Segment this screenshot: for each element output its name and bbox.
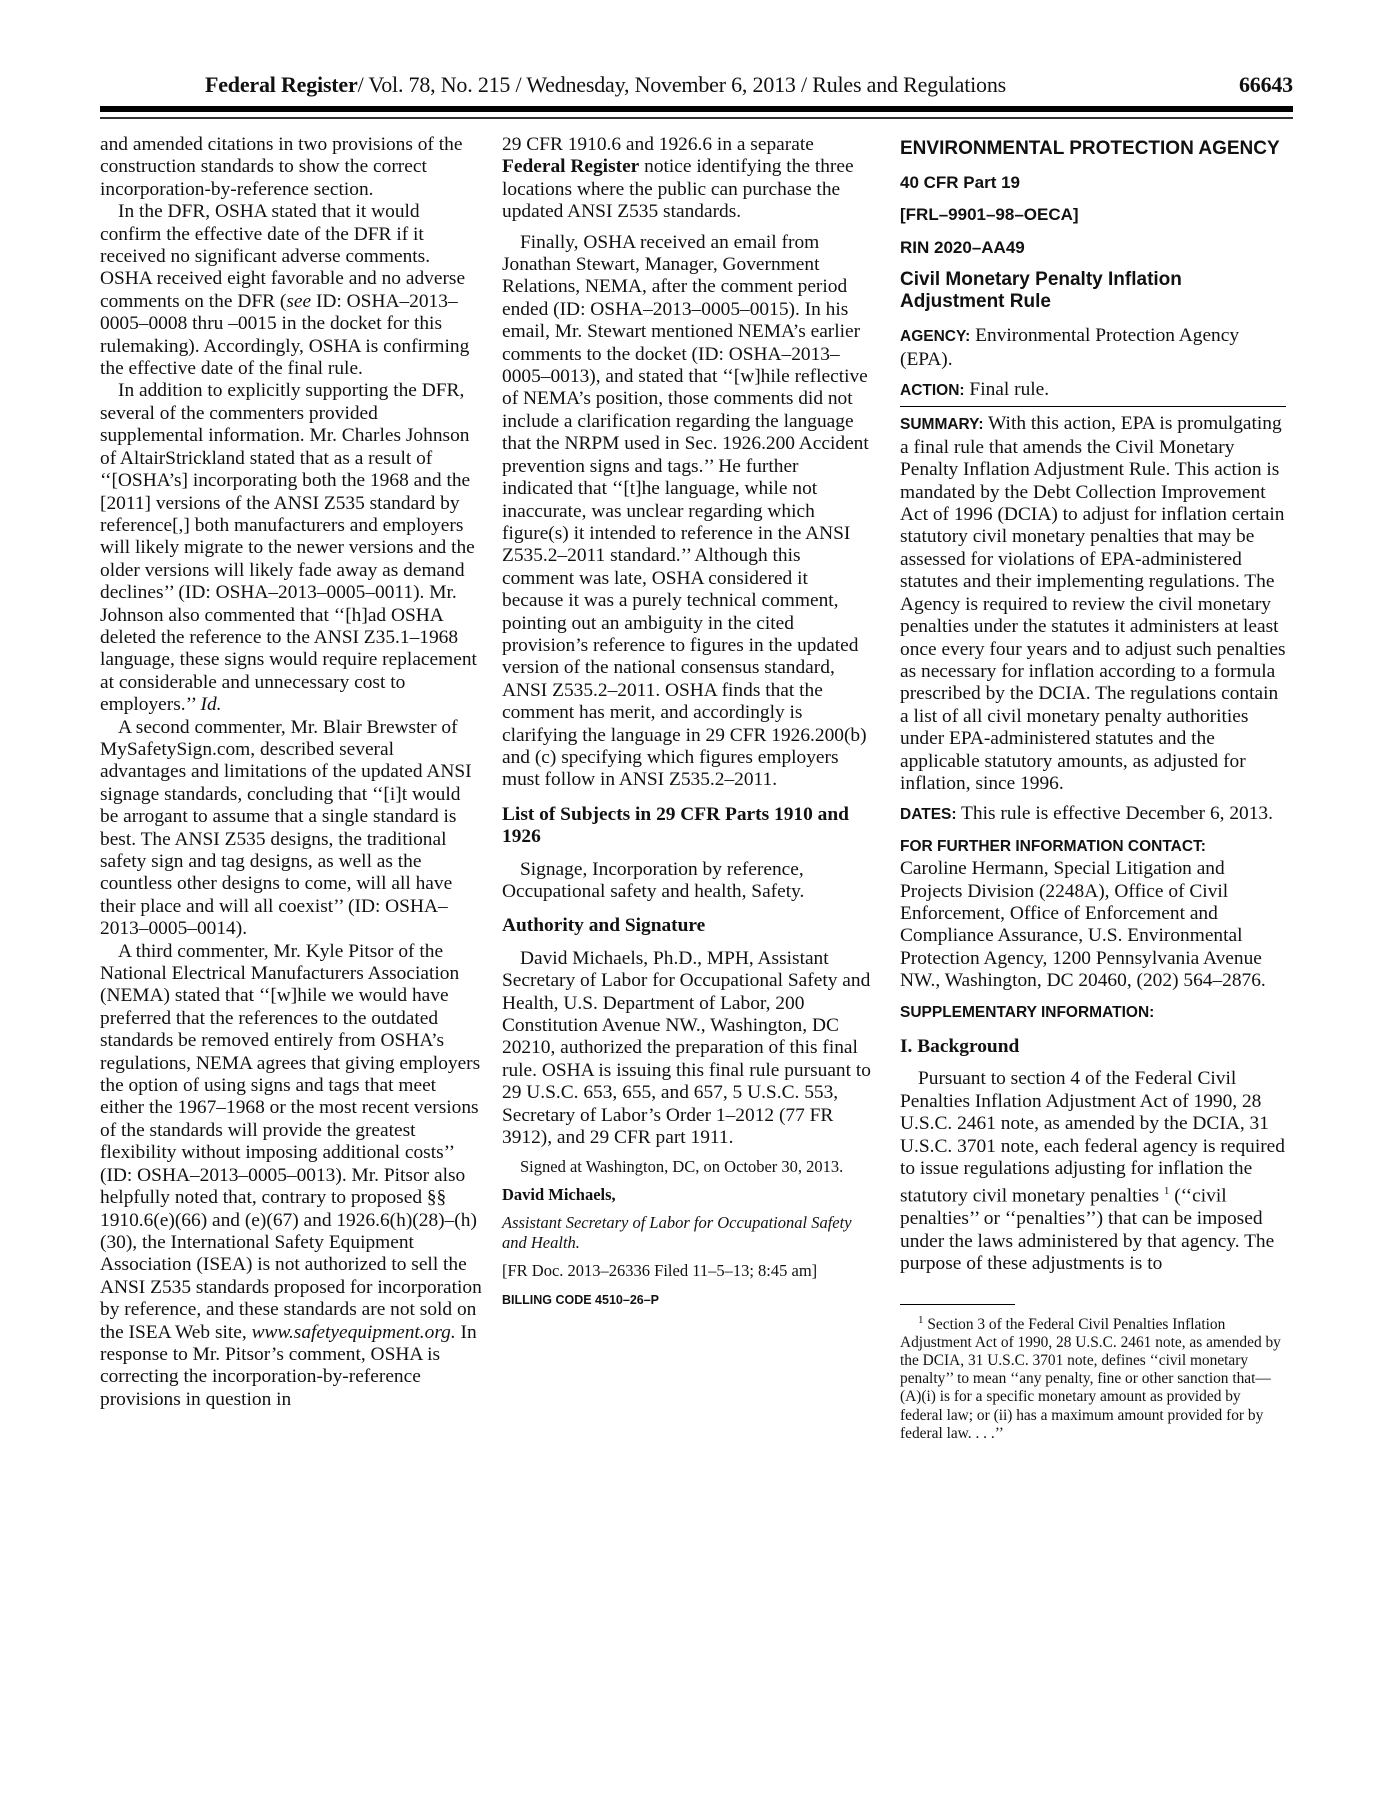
paragraph <box>502 859 872 904</box>
agency-name <box>900 138 1286 160</box>
field-label: SUPPLEMENTARY INFORMATION: <box>900 1003 1155 1021</box>
text-run: In the DFR, OSHA stated that it would confirm the effective date of the DFR if it received no significant adverse comments. OSHA received eight favorable and no adverse comments on the DFR ( <box>100 201 466 312</box>
running-header <box>205 72 1293 98</box>
text-run: Signed at Washington, DC, on October 30, 2013. <box>520 1157 844 1177</box>
page-number: 66643 <box>1238 72 1293 97</box>
paragraph <box>100 941 482 1412</box>
text-run: Authority and Signature <box>502 915 706 937</box>
text-run: In addition to explicitly supporting the DFR, several of the commenters provided supplemental information. Mr. Charles Johnson of AltairStrickland stated that as a result of ‘‘[OSHA’s] incorporating both the 1968 and the [2011] versions of the ANSI Z535 standard by reference[,] both manufacturers and employers will likely migrate to the newer versions and the older versions will likely fade away as demand declines’’ (ID: OSHA–2013–0005–0011). Mr. Johnson also commented that ‘‘[h]ad OSHA deleted the reference to the ANSI Z35.1–1968 language, these signs would require replacement at considerable and unnecessary cost to employers.’’ <box>100 380 477 716</box>
contact-label <box>900 835 1286 858</box>
issue-info: / Vol. 78, No. 215 / Wednesday, November 6, 2013 / Rules and Regulations <box>357 72 1007 97</box>
paragraph <box>100 717 482 941</box>
text-run: Environmental Protection Agency (EPA). <box>900 325 1240 370</box>
text-run: ID: OSHA–2013–0005–0008 thru –0015 in the docket for this rulemaking). Accordingly, OSHA is confirming the effective date of the final rule. <box>100 290 470 380</box>
text-run: I. Background <box>900 1036 1020 1057</box>
paragraph <box>502 948 872 1150</box>
paragraph <box>900 1068 1286 1275</box>
text-run: ENVIRONMENTAL PROTECTION AGENCY <box>900 138 1280 159</box>
publication-name: Federal Register <box>205 72 358 97</box>
text-run: Caroline Hermann, Special Litigation and Projects Division (2248A), Office of Civil Enforcement, Office of Enforcement and Compliance Assurance, U.S. Environmental Protection Agency, 1200 Pennsylvania Avenue NW., Washington, DC 20460, (202) 564–2876. <box>900 858 1266 992</box>
signed-date <box>502 1157 872 1177</box>
header-rule-thick <box>100 106 1293 112</box>
cfr-part <box>900 172 1286 194</box>
header-citation <box>205 72 1006 98</box>
field-label: DATES: <box>900 806 957 824</box>
text-run: David Michaels, <box>502 1185 616 1205</box>
text-run: 40 CFR Part 19 <box>900 173 1020 192</box>
text-run: 29 CFR 1910.6 and 1926.6 in a separate <box>502 134 814 155</box>
section-heading <box>502 915 872 937</box>
divider <box>900 406 1286 407</box>
text-run: notice identifying the three locations where the public can purchase the updated ANSI Z535 standards. <box>502 156 854 223</box>
text-run: A second commenter, Mr. Blair Brewster of MySafetySign.com, described several advantages and limitations of the updated ANSI signage standards, concluding that ‘‘[i]t would be arrogant to assume that a single standard is best. The ANSI Z535 designs, the traditional safety sign and tag designs, as well as the countless other designs to come, will all have their place and will all coexist’’ (ID: OSHA–2013–0005–0014). <box>100 716 472 940</box>
text-run: Federal Register <box>502 156 640 178</box>
text-run: With this action, EPA is promulgating a final rule that amends the Civil Monetary Penalty Inflation Adjustment Rule. This action is mandated by the Debt Collection Improvement Act of 1996 (DCIA) to adjust for inflation certain statutory civil monetary penalties that may be assessed for violations of EPA-administered statutes and their implementing regulations. The Agency is required to review the civil monetary penalties under the statutes it administers at least once every four years and to adjust such penalties as necessary for inflation according to a formula prescribed by the DCIA. The regulations contain a list of all civil monetary penalty authorities under EPA-administered statutes and the applicable statutory amounts, as adjusted for inflation, since 1996. <box>900 413 1286 794</box>
contact-info <box>900 858 1286 992</box>
dates <box>900 803 1286 826</box>
paragraph <box>100 134 482 201</box>
signer-title <box>502 1213 872 1253</box>
fr-doc-line <box>502 1261 872 1281</box>
supplementary-label <box>900 1001 1286 1024</box>
text-run: Pursuant to section 4 of the Federal Civil Penalties Inflation Adjustment Act of 1990, 28 U.S.C. 2461 note, as amended by the DCIA, 31 U.S.C. 3701 note, each federal agency is required to issue regulations adjusting for inflation the statutory civil monetary penalties <box>900 1068 1285 1207</box>
field-label: AGENCY: <box>900 328 971 346</box>
text-run: Id. <box>200 694 222 716</box>
text-run: [FR Doc. 2013–26336 Filed 11–5–13; 8:45 am] <box>502 1261 818 1281</box>
rule-title <box>900 269 1286 313</box>
column-1 <box>100 134 482 1411</box>
action-line <box>900 379 1286 402</box>
column-3 <box>900 134 1286 1443</box>
paragraph <box>502 232 872 792</box>
footnote-marker: 1 <box>918 1313 924 1326</box>
paragraph <box>502 134 872 224</box>
text-run: Signage, Incorporation by reference, Occupational safety and health, Safety. <box>502 858 805 902</box>
header-rule-thin <box>100 117 1293 119</box>
paragraph <box>100 380 482 716</box>
signer-name <box>502 1185 872 1205</box>
agency-line <box>900 325 1286 371</box>
text-run: Assistant Secretary of Labor for Occupational Safety and Health. <box>502 1213 852 1253</box>
section-heading <box>502 804 872 849</box>
text-run: Civil Monetary Penalty Inflation Adjustment Rule <box>900 269 1182 313</box>
rin <box>900 237 1286 259</box>
text-run: List of Subjects in 29 CFR Parts 1910 and 1926 <box>502 803 849 848</box>
section-heading <box>900 1036 1286 1058</box>
paragraph <box>100 201 482 380</box>
text-run: and amended citations in two provisions of the construction standards to show the correct incorporation-by-reference section. <box>100 134 463 200</box>
text-run: BILLING CODE 4510–26–P <box>502 1293 660 1308</box>
footnote-marker: 1 <box>1163 1185 1170 1198</box>
text-run: (‘‘civil penalties’’ or ‘‘penalties’’) that can be imposed under the laws administered by that agency. The purpose of these adjustments is to <box>900 1185 1275 1275</box>
text-run: [FRL–9901–98–OECA] <box>900 205 1079 225</box>
text-run: This rule is effective December 6, 2013. <box>956 803 1273 825</box>
text-run: Final rule. <box>964 379 1050 401</box>
footnote-divider <box>900 1304 1015 1305</box>
text-run: Section 3 of the Federal Civil Penalties Inflation Adjustment Act of 1990, 28 U.S.C. 2461 note, as amended by the DCIA, 31 U.S.C. 3701 note, defines ‘‘civil monetary penalty’’ to mean ‘‘any penalty, fine or other sanction that—(A)(i) is for a specific monetary amount as provided by federal law; or (ii) has a maximum amount provided for by federal law. . . .’’ <box>900 1315 1281 1442</box>
text-run: A third commenter, Mr. Kyle Pitsor of the National Electrical Manufacturers Association (NEMA) stated that ‘‘[w]hile we would have preferred that the references to the outdated standards be removed entirely from OSHA’s regulations, NEMA agrees that giving employers the option of using signs and tags that meet either the 1967–1968 or the most recent versions of the standards will provide the greatest flexibility without imposing additional costs’’ (ID: OSHA–2013–0005–0013). Mr. Pitsor also helpfully noted that, contrary to proposed §§ 1910.6(e)(66) and (e)(67) and 1926.6(h)(28)–(h)(30), the International Safety Equipment Association (ISEA) is not authorized to sell the ANSI Z535 standards proposed for incorporation by reference, and these standards are not sold on the ISEA Web site, <box>100 940 482 1343</box>
text-run: RIN 2020–AA49 <box>900 237 1025 257</box>
billing-code <box>502 1289 872 1311</box>
text-run: David Michaels, Ph.D., MPH, Assistant Secretary of Labor for Occupational Safety and Health, U.S. Department of Labor, 200 Constitution Avenue NW., Washington, DC 20210, authorized the preparation of this final rule. OSHA is issuing this final rule pursuant to 29 U.S.C. 653, 655, and 657, 5 U.S.C. 553, Secretary of Labor’s Order 1–2012 (77 FR 3912), and 29 CFR part 1911. <box>502 947 871 1149</box>
text-run: see <box>286 290 312 312</box>
column-2 <box>502 134 872 1312</box>
footnote <box>900 1311 1286 1444</box>
text-run: In response to Mr. Pitsor’s comment, OSHA is correcting the incorporation-by-reference provisions in question in <box>100 1321 477 1410</box>
text-run: www.safetyequipment.org. <box>251 1321 456 1343</box>
text-run: Finally, OSHA received an email from Jonathan Stewart, Manager, Government Relations, NEMA, after the comment period ended (ID: OSHA–2013–0005–0015). In his email, Mr. Stewart mentioned NEMA’s earlier comments to the docket (ID: OSHA–2013–0005–0013), and stated that ‘‘[w]hile reflective of NEMA’s position, those comments did not include a clarification regarding the language that the NRPM used in Sec. 1926.200 Accident prevention signs and tags.’’ He further indicated that ‘‘[t]he language, while not inaccurate, was unclear regarding which figure(s) it intended to reference in the ANSI Z535.2–2011 standard.’’ Although this comment was late, OSHA considered it because it was a purely technical comment, pointing out an ambiguity in the cited provision’s reference to figures in the updated version of the national consensus standard, ANSI Z535.2–2011. OSHA finds that the comment has merit, and accordingly is clarifying the language in 29 CFR 1926.200(b) and (c) specifying which figures employers must follow in ANSI Z535.2–2011. <box>502 231 869 791</box>
field-label: ACTION: <box>900 382 965 400</box>
field-label: SUMMARY: <box>900 416 984 434</box>
summary <box>900 413 1286 795</box>
field-label: FOR FURTHER INFORMATION CONTACT: <box>900 837 1206 855</box>
frl-number <box>900 204 1286 226</box>
